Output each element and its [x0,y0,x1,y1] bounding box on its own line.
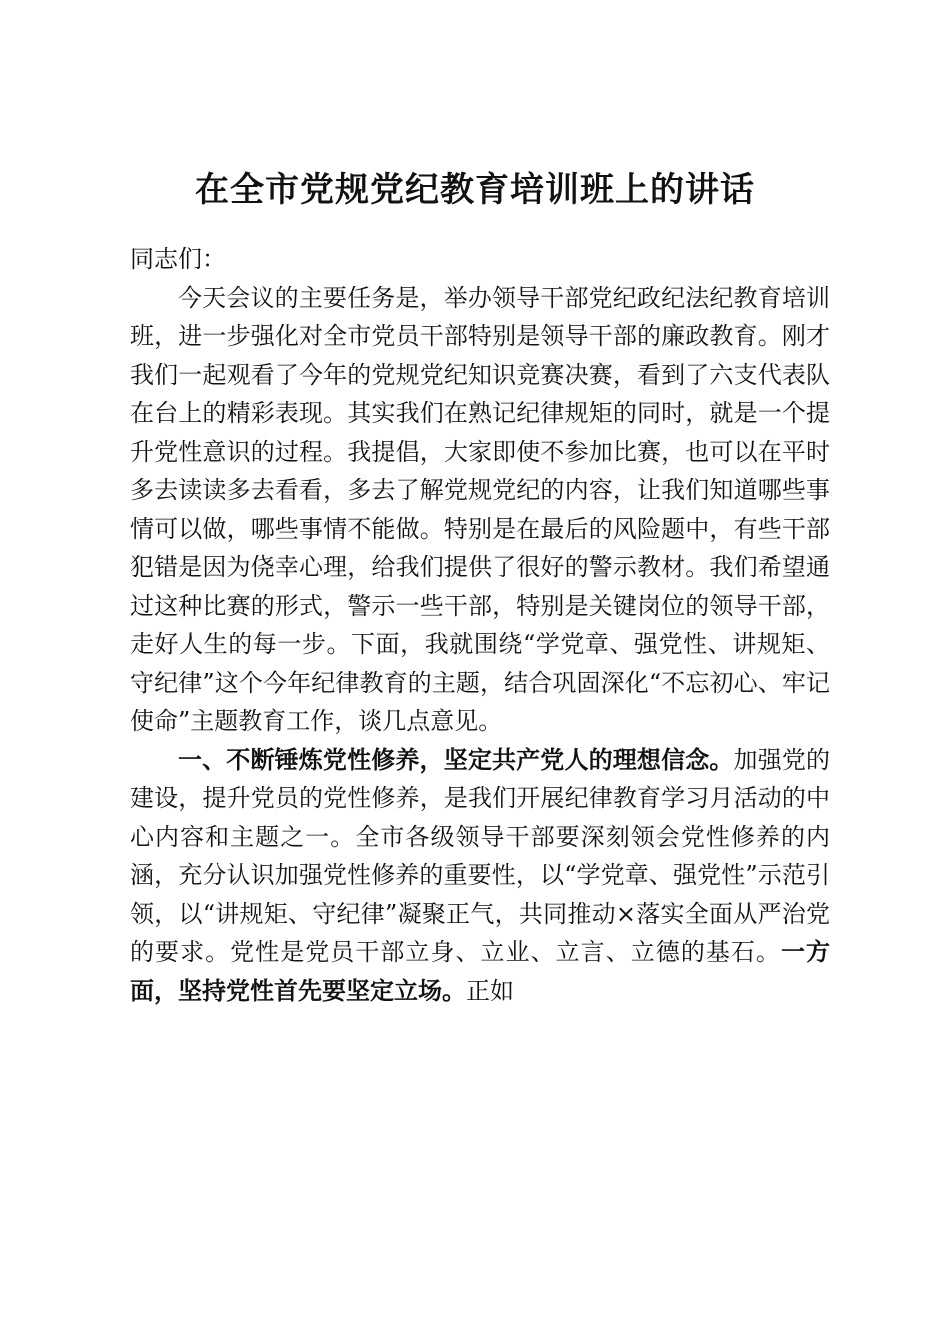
section-heading: 一、不断锤炼党性修养，坚定共产党人的理想信念。 [178,744,734,774]
paragraph-2 [130,741,830,1011]
sub-heading: 一方面，坚持党性首先要坚定立场。 [130,937,831,1005]
paragraph-2-text-2: 正如 [466,976,514,1005]
salutation: 同志们： [130,245,226,273]
document-body [130,240,830,1010]
document-title: 在全市党规党纪教育培训班上的讲话 [195,170,755,210]
paragraph-1: 今天会议的主要任务是，举办领导干部党纪政纪法纪教育培训班，进一步强化对全市党员干部特别是领导干部的廉政教育。刚才我们一起观看了今年的党规党纪知识竞赛决赛，看到了六支代表队在台上的精彩表现。其实我们在熟记纪律规矩的同时，就是一个提升党性意识的过程。我提倡，大家即使不参加比赛，也可以在平时多去读读多去看看，多去了解党规党纪的内容，让我们知道哪些事情可以做，哪些事情不能做。特别是在最后的风险题中，有些干部犯错是因为侥幸心理，给我们提供了很好的警示教材。我们希望通过这种比赛的形式，警示一些干部，特别是关键岗位的领导干部，走好人生的每一步。下面，我就围绕“学党章、强党性、讲规矩、守纪律”这个今年纪律教育的主题，结合巩固深化“不忘初心、牢记使命”主题教育工作，谈几点意见。 [130,283,830,735]
paragraph-2-text-1: 加强党的建设，提升党员的党性修养，是我们开展纪律教育学习月活动的中心内容和主题之一。全市各级领导干部要深刻领会党性修养的内涵，充分认识加强党性修养的重要性，以“学党章、强党性”示范引领，以“讲规矩、守纪律”凝聚正气，共同推动×落实全面从严治党的要求。党性是党员干部立身、立业、立言、立德的基石。 [130,745,831,966]
